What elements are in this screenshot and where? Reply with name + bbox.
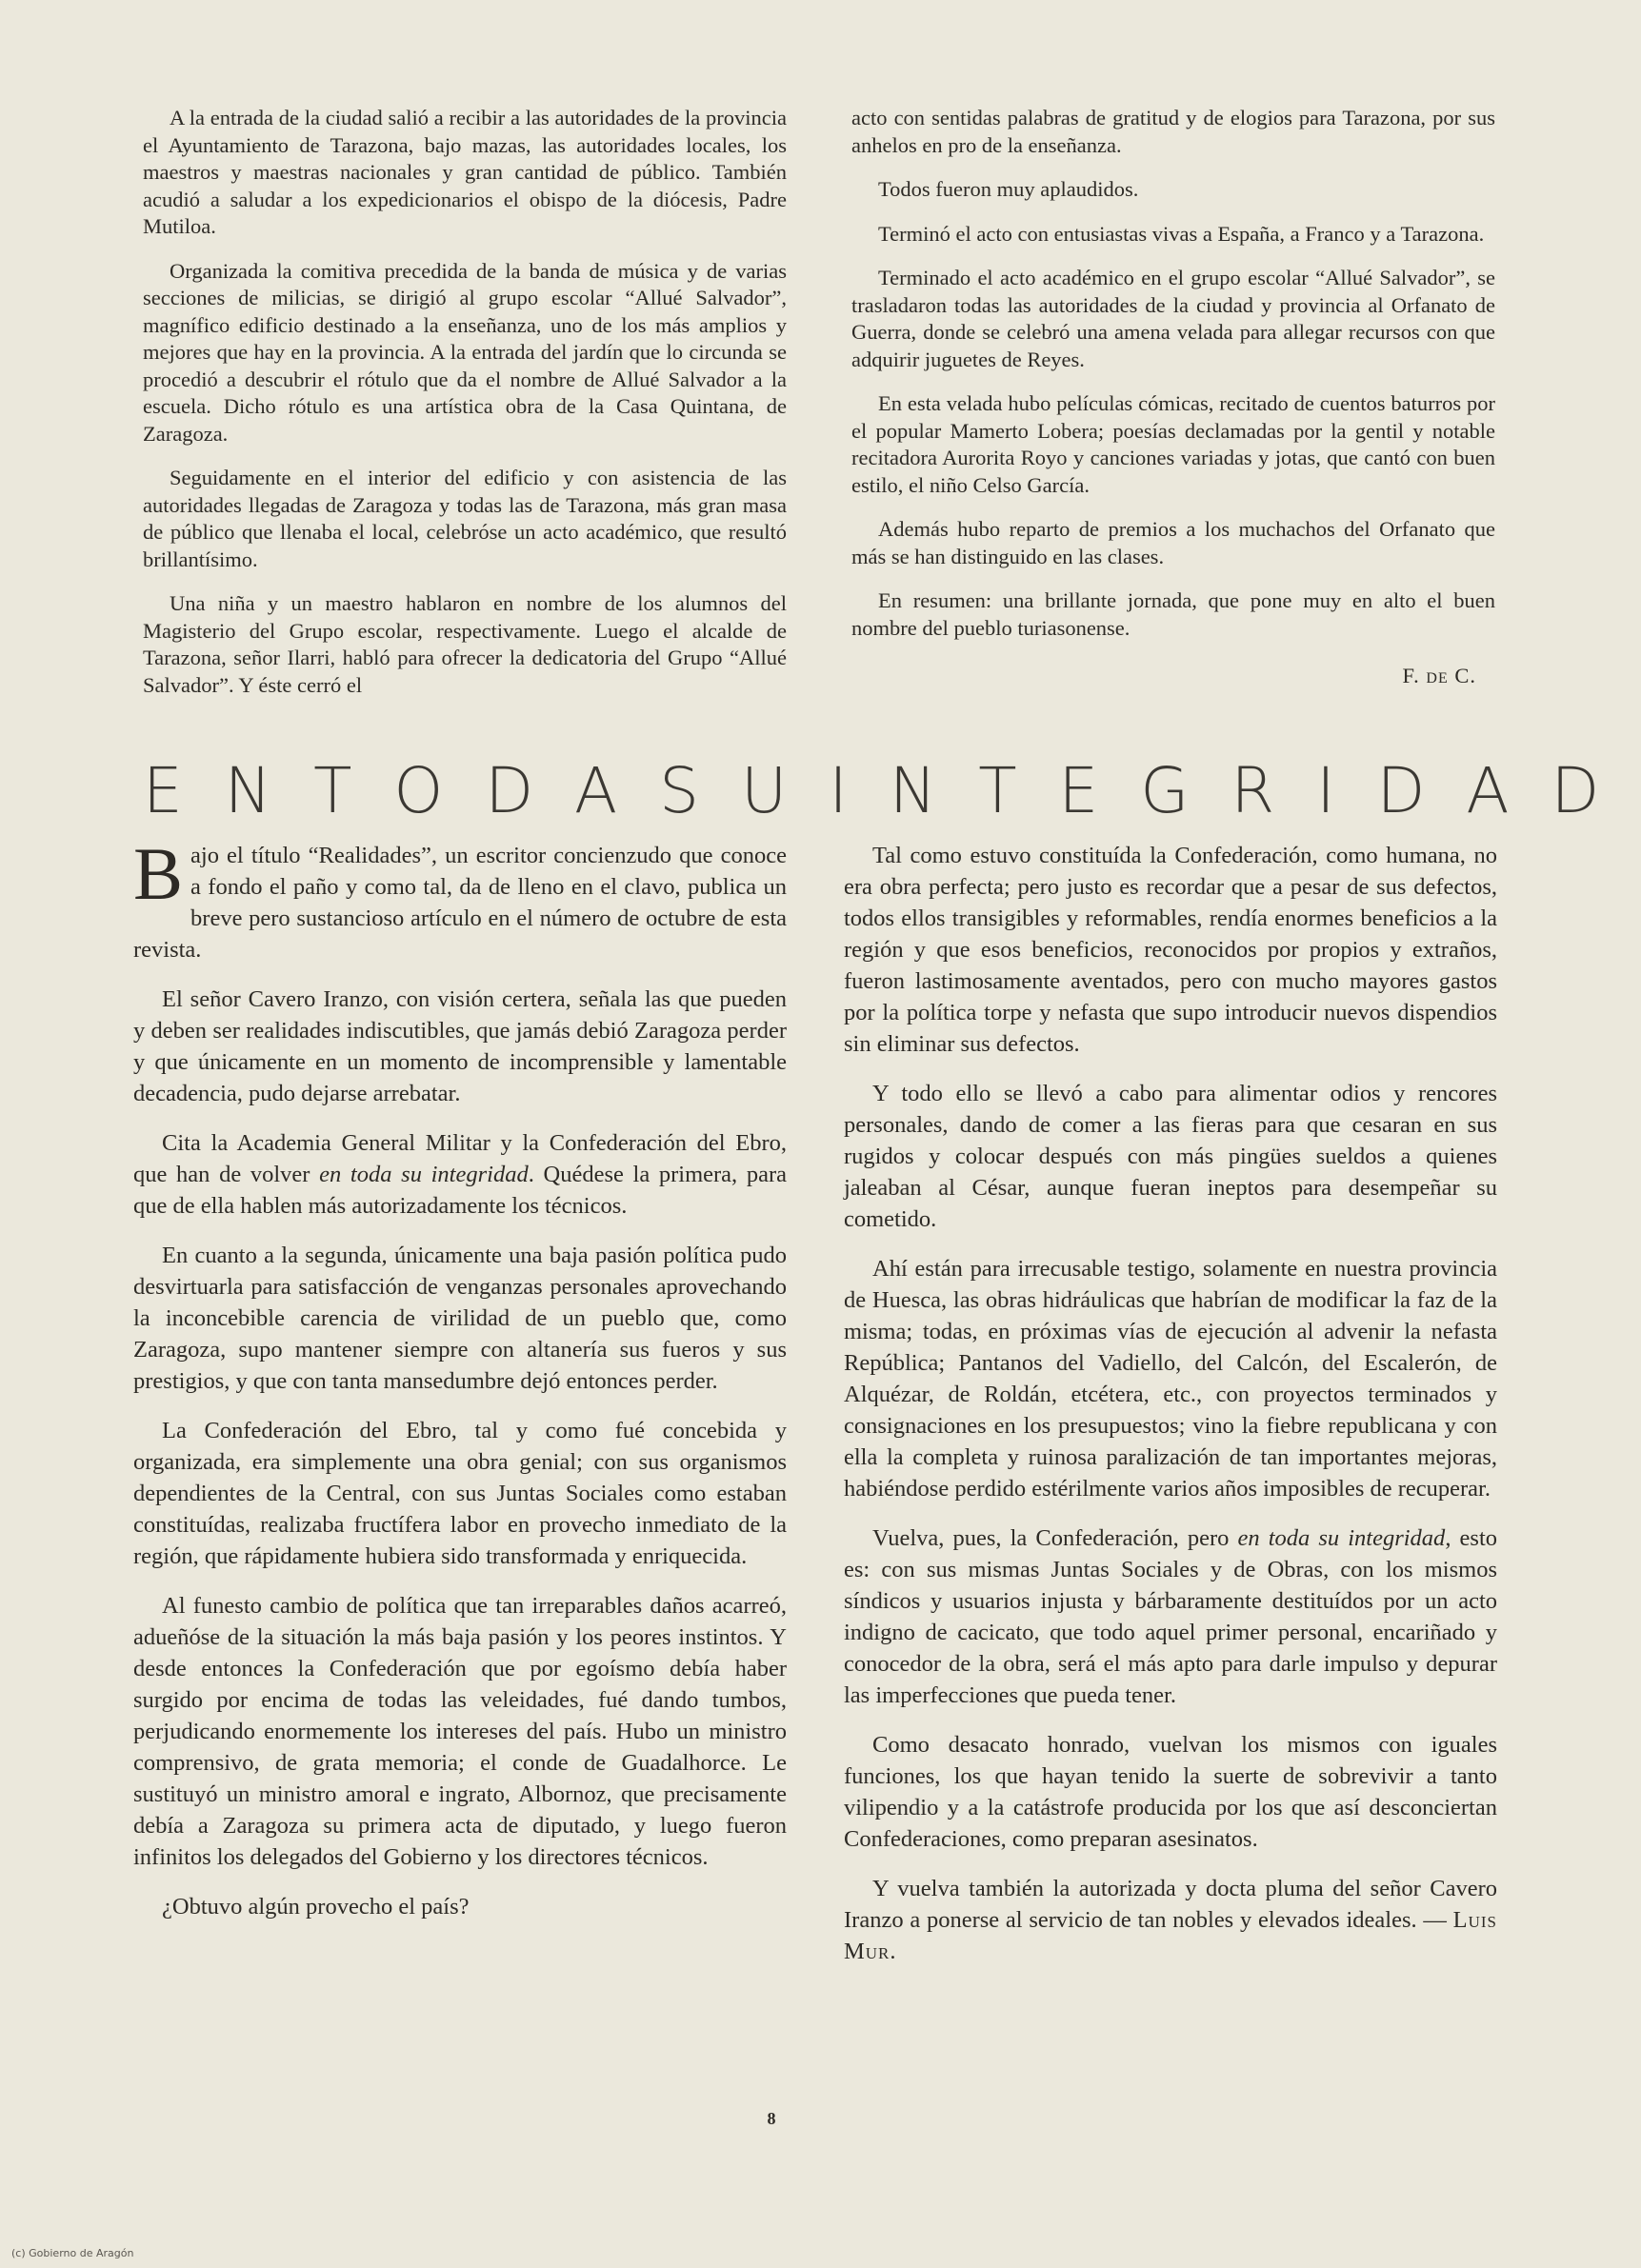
headline-word: SU	[659, 753, 830, 827]
paragraph: acto con sentidas palabras de gratitud y de elogios para Tarazona, por sus anhelos en pro de la enseñanza.	[851, 106, 1495, 157]
paragraph: ¿Obtuvo algún provecho el país?	[162, 1894, 470, 1920]
paragraph: A la entrada de la ciudad salió a recibir a las autoridades de la provincia el Ayuntamiento de Tarazona, bajo mazas, las autoridades locales, los maestros y maestras nacionales y gran cantidad de público. También acudió a saludar a los expedicionarios el obispo de la diócesis, Padre Mutiloa.	[143, 106, 787, 238]
paragraph: Terminó el acto con entusiastas vivas a España, a Franco y a Tarazona.	[878, 221, 1485, 246]
emphasis: en toda su integridad	[1237, 1525, 1446, 1551]
drop-cap: B	[133, 832, 184, 915]
paragraph: El señor Cavero Iranzo, con visión certera, señala las que pueden y deben ser realidades indiscutibles, que jamás debió Zaragoza perder y que únicamente en un momento de incomprensible y lamentable decadencia, pudo dejarse arrebatar.	[133, 986, 787, 1106]
lower-right-column	[844, 840, 1497, 1985]
paragraph	[844, 1873, 1497, 1967]
paragraph: La Confederación del Ebro, tal y como fué concebida y organizada, era simplemente una obra genial; con sus organismos dependientes de la Central, con sus Juntas Sociales como estaban constituídas, realizaba fructífera labor en provecho inmediato de la región, que rápidamente hubiera sido transformada y enriquecida.	[133, 1418, 787, 1569]
paragraph: Seguidamente en el interior del edificio y con asistencia de las autoridades llegadas de Zaragoza y todas las de Tarazona, más gran masa de público que llenaba el local, celebróse un acto académico, que resultó brillantísimo.	[143, 466, 787, 571]
paragraph: Una niña y un maestro hablaron en nombre de los alumnos del Magisterio del Grupo escolar, respectivamente. Luego el alcalde de Tarazona, señor Ilarri, habló para ofrecer la dedicatoria del Grupo “Allué Salvador”. Y éste cerró el	[143, 591, 787, 697]
text-run: . Quédese la primera, para que de ella hablen más autorizadamente los técnicos.	[133, 1162, 787, 1219]
paragraph: En resumen: una brillante jornada, que pone muy en alto el buen nombre del pueblo turiasonense.	[851, 588, 1495, 640]
paragraph	[844, 1522, 1497, 1711]
paragraph: Como desacato honrado, vuelvan los mismos con iguales funciones, los que hayan tenido la suerte de sobrevivir a tanto vilipendio y a la catástrofe producida por los que así desconciertan Confederaciones, como preparan asesinatos.	[844, 1732, 1497, 1852]
paragraph	[133, 1127, 787, 1222]
lower-left-column	[133, 832, 787, 1985]
article-headline	[143, 743, 1641, 838]
copyright-credit: (c) Gobierno de Aragón	[11, 2247, 134, 2259]
text-run: Cita la Academia General Militar y la Confederación del Ebro, que han de volver	[133, 1130, 787, 1187]
lower-article	[133, 832, 1497, 1985]
page-number: 8	[767, 2109, 776, 2128]
paragraph: Y todo ello se llevó a cabo para alimentar odios y rencores personales, dando de comer a las fieras para que cesaran en sus rugidos y colocar después con más pingües sueldos a quienes jaleaban al César, aunque fueran ineptos para desempeñar su cometido.	[844, 1081, 1497, 1232]
article-signature: F. de C.	[1402, 664, 1476, 687]
headline-word: TODA	[313, 753, 660, 827]
text-run: , esto es: con sus mismas Juntas Sociales y de Obras, con los mismos síndicos y usuarios injusta y bárbaramente destituídos por un acto indigno de cacicato, que todo aquel primer personal, encariñado y conocedor de la obra, será el más apto para darle impulso y depurar las imperfecciones que pueda tener.	[844, 1525, 1497, 1708]
paragraph: Organizada la comitiva precedida de la banda de música y de varias secciones de milicias, se dirigió al grupo escolar “Allué Salvador”, magnífico edificio destinado a la enseñanza, uno de los más amplios y mejores que hay en la provincia. A la entrada del jardín que lo circunda se procedió a descubrir el rótulo que da el nombre de Allué Salvador a la escuela. Dicho rótulo es una artística obra de la Casa Quintana, de Zaragoza.	[143, 258, 787, 446]
paragraph: Tal como estuvo constituída la Confederación, como humana, no era obra perfecta; pero justo es recordar que a pesar de sus defectos, todos ellos transigibles y reformables, rendía enormes beneficios a la región y que esos beneficios, reconocidos por propios y extraños, fueron lastimosamente aventados, pero con mucho mayores gastos por la política torpe y nefasta que supo introducir nuevos dispendios sin eliminar sus defectos.	[844, 843, 1497, 1057]
upper-right-column	[851, 105, 1495, 716]
paragraph: Ahí están para irrecusable testigo, solamente en nuestra provincia de Huesca, las obras hidráulicas que habrían de modificar la faz de la misma; todas, en próximas vías de ejecución al advenir la nefasta República; Pantanos del Vadiello, del Calcón, del Escalerón, de Alquézar, de Roldán, etcétera, etc., con proyectos terminados y consignaciones en los presupuestos; vino la fiebre republicana y con ella la completa y ruinosa paralización de tan importantes mejoras, habiéndose perdido estérilmente varios años imposibles de recuperar.	[844, 1256, 1497, 1502]
paragraph: Al funesto cambio de política que tan irreparables daños acarreó, adueñóse de la situación la más baja pasión y los peores instintos. Y desde entonces la Confederación que por egoísmo debía haber surgido por encima de todas las veleidades, fué dando tumbos, perjudicando enormemente los intereses del país. Hubo un ministro comprensivo, de grata memoria; el conde de Guadalhorce. Le sustituyó un ministro amoral e ingrato, Albornoz, que precisamente debía a Zaragoza su primera acta de diputado, y luego fueron infinitos los delegados del Gobierno y los directores técnicos.	[133, 1593, 787, 1870]
headline-word: INTEGRIDAD	[829, 753, 1641, 827]
opening-paragraph	[133, 832, 787, 965]
paragraph: Además hubo reparto de premios a los muchachos del Orfanato que más se han distinguido en las clases.	[851, 517, 1495, 568]
author-name: Luis Mur.	[844, 1907, 1497, 1964]
paragraph: Terminado el acto académico en el grupo escolar “Allué Salvador”, se trasladaron todas las autoridades de la ciudad y provincia al Orfanato de Guerra, donde se celebró una amena velada para allegar recursos con que adquirir juguetes de Reyes.	[851, 266, 1495, 371]
upper-article	[143, 105, 1495, 716]
paragraph: Todos fueron muy aplaudidos.	[878, 177, 1139, 201]
emphasis: en toda su integridad	[319, 1162, 529, 1187]
opening-text: ajo el título “Realidades”, un escritor concienzudo que conoce a fondo el paño y como tal, da de lleno en el clavo, publica un breve pero sustancioso artículo en el número de octubre de esta revista.	[133, 843, 787, 963]
text-run: Vuelva, pues, la Confederación, pero	[872, 1525, 1238, 1551]
upper-left-column	[143, 105, 787, 716]
paragraph: En esta velada hubo películas cómicas, recitado de cuentos baturros por el popular Mamerto Lobera; poesías declamadas por la gentil y notable recitadora Aurorita Royo y canciones variadas y jotas, que cantó con buen estilo, el niño Celso García.	[851, 391, 1495, 497]
text-run: Y vuelva también la autorizada y docta pluma del señor Cavero Iranzo a ponerse al servicio de tan nobles y elevados ideales. —	[844, 1876, 1497, 1933]
paragraph: En cuanto a la segunda, únicamente una baja pasión política pudo desvirtuarla para satisfacción de venganzas personales aprovechando la inconcebible carencia de virilidad de un pueblo que, como Zaragoza, supo mantener siempre con altanería sus fueros y sus prestigios, y que con tanta mansedumbre dejó entonces perder.	[133, 1243, 787, 1394]
headline-word: EN	[143, 753, 314, 827]
